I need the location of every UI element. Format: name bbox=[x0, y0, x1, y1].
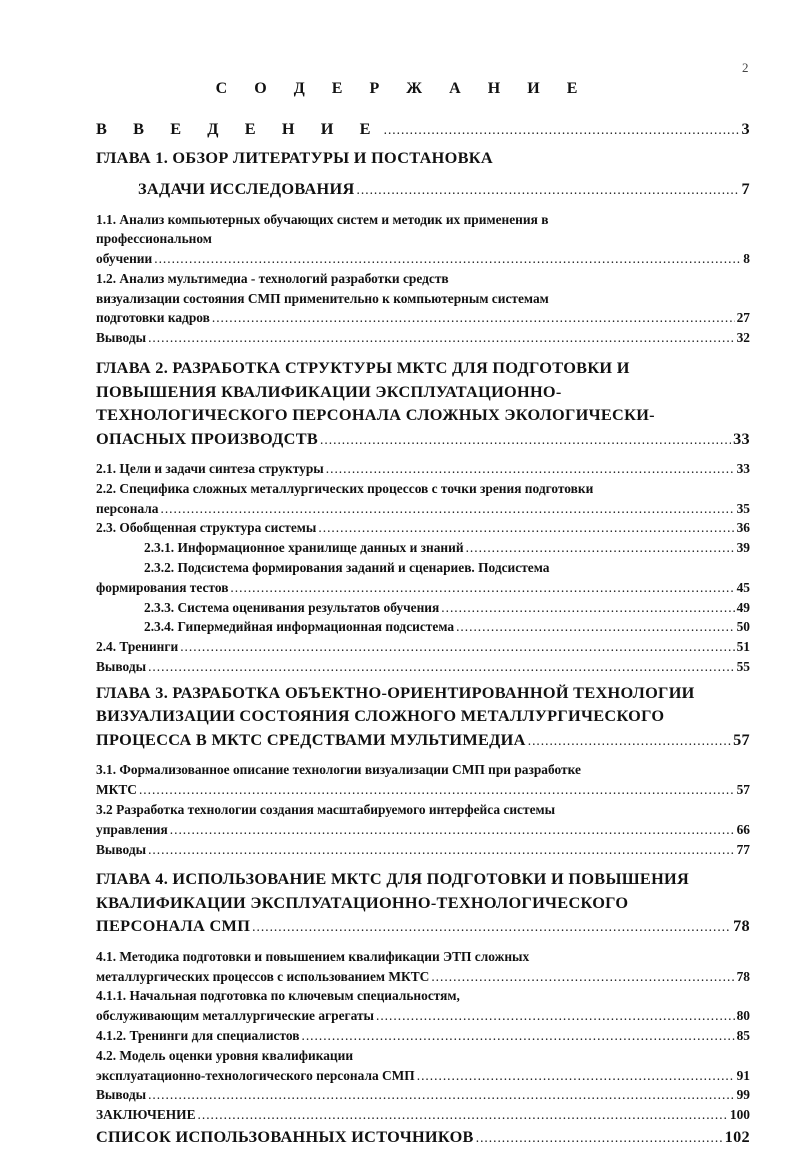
toc-entry-text: 3.2 Разработка технологии создания масштабируемого интерфейса системы bbox=[96, 801, 556, 817]
dot-leader bbox=[230, 578, 734, 598]
dot-leader bbox=[456, 617, 735, 637]
toc-page-number: 91 bbox=[736, 1067, 750, 1083]
toc-section-1-2 bbox=[96, 269, 750, 289]
dot-leader bbox=[326, 459, 735, 479]
toc-entry-text: ГЛАВА 1. ОБЗОР ЛИТЕРАТУРЫ И ПОСТАНОВКА bbox=[96, 147, 493, 167]
toc-entry-intro bbox=[96, 117, 750, 142]
toc-entry-text: профессиональном bbox=[96, 231, 212, 247]
toc-entry-text: ТЕХНОЛОГИЧЕСКОГО ПЕРСОНАЛА СЛОЖНЫХ ЭКОЛОГИЧЕСКИ- bbox=[96, 405, 655, 425]
toc-entry-text: 4.1. Методика подготовки и повышением квалификации ЭТП сложных bbox=[96, 948, 530, 964]
dot-leader bbox=[441, 598, 734, 618]
dot-leader bbox=[431, 967, 734, 987]
toc-chapter-3-heading bbox=[96, 681, 750, 705]
toc-entry-text: подготовки кадров bbox=[96, 310, 210, 326]
dot-leader bbox=[148, 840, 735, 860]
toc-chapter-1-heading-end bbox=[96, 177, 750, 202]
toc-page-number: 80 bbox=[736, 1008, 750, 1024]
dot-leader bbox=[170, 820, 735, 840]
toc-entry-text: ВИЗУАЛИЗАЦИИ СОСТОЯНИЯ СЛОЖНОГО МЕТАЛЛУРГИЧЕСКОГО bbox=[96, 706, 665, 726]
toc-entry-text: ОПАСНЫХ ПРОИЗВОДСТВ bbox=[96, 428, 319, 448]
toc-section-4-1-1 bbox=[96, 986, 750, 1006]
dot-leader bbox=[528, 729, 731, 753]
dot-leader bbox=[476, 1126, 723, 1150]
toc-entry-text: 2.3.2. Подсистема формирования заданий и сценариев. Подсистема bbox=[144, 560, 550, 576]
toc-entry-text: 4.1.2. Тренинги для специалистов bbox=[96, 1028, 300, 1044]
toc-section-4-1-end bbox=[96, 967, 750, 987]
toc-entry-text: обслуживающим металлургические агрегаты bbox=[96, 1008, 374, 1024]
dot-leader bbox=[417, 1066, 735, 1086]
toc-chapter-3-heading-cont bbox=[96, 704, 750, 728]
toc-section-1-1 bbox=[96, 210, 750, 230]
toc-chapter-3-heading-end bbox=[96, 728, 750, 753]
toc-page-number: 7 bbox=[741, 179, 750, 198]
toc-section-2-2 bbox=[96, 479, 750, 499]
toc-entry-text: Выводы bbox=[96, 841, 147, 857]
toc-page-number: 78 bbox=[736, 968, 750, 984]
toc-page-number: 27 bbox=[736, 310, 750, 326]
toc-section-4-1-1-end bbox=[96, 1006, 750, 1026]
toc-section-2-3-3 bbox=[96, 598, 750, 618]
toc-page-number: 77 bbox=[736, 841, 750, 857]
toc-page-number: 32 bbox=[736, 330, 750, 346]
toc-entry-text: 3.1. Формализованное описание технологии визуализации СМП при разработке bbox=[96, 762, 581, 778]
dot-leader bbox=[301, 1026, 734, 1046]
toc-section-3-1-end bbox=[96, 780, 750, 800]
dot-leader bbox=[318, 518, 734, 538]
toc-section-4-2 bbox=[96, 1046, 750, 1066]
dot-leader bbox=[148, 328, 735, 348]
dot-leader bbox=[154, 249, 741, 269]
toc-section-2-3 bbox=[96, 518, 750, 538]
toc-entry-text: В В Е Д Е Н И Е bbox=[96, 119, 382, 138]
dot-leader bbox=[160, 499, 734, 519]
toc-page-number: 55 bbox=[736, 659, 750, 675]
toc-section-3-2 bbox=[96, 800, 750, 820]
toc-entry-text: ГЛАВА 2. РАЗРАБОТКА СТРУКТУРЫ МКТС ДЛЯ ПОДГОТОВКИ И bbox=[96, 358, 630, 378]
toc-page-number: 35 bbox=[736, 500, 750, 516]
toc-section-2-4 bbox=[96, 637, 750, 657]
toc-page-number: 3 bbox=[741, 119, 750, 138]
dot-leader bbox=[384, 118, 740, 142]
toc-chapter-2-heading-cont bbox=[96, 403, 750, 427]
toc-page-number: 49 bbox=[736, 599, 750, 615]
toc-entry-text: обучении bbox=[96, 251, 153, 267]
toc-section-4-2-end bbox=[96, 1066, 750, 1086]
toc-section-2-3-4 bbox=[96, 617, 750, 637]
toc-page-number: 57 bbox=[733, 729, 750, 749]
dot-leader bbox=[357, 178, 740, 202]
toc-page-number: 100 bbox=[729, 1107, 750, 1123]
dot-leader bbox=[252, 915, 731, 939]
toc-section-1-1-end bbox=[96, 249, 750, 269]
toc-page-number: 45 bbox=[736, 579, 750, 595]
toc-chapter-4-heading bbox=[96, 867, 750, 891]
toc-page-number: 33 bbox=[736, 461, 750, 477]
toc-page-number: 33 bbox=[733, 428, 750, 448]
toc-page-number: 78 bbox=[733, 916, 750, 936]
dot-leader bbox=[320, 428, 731, 452]
dot-leader bbox=[139, 780, 735, 800]
toc-entry-text: 1.1. Анализ компьютерных обучающих систем и методик их применения в bbox=[96, 211, 549, 227]
toc-chapter-2-conclusions bbox=[96, 657, 750, 677]
toc-references bbox=[96, 1125, 750, 1150]
toc-chapter-2-heading-cont bbox=[96, 380, 750, 404]
toc-entry-text: 2.3.1. Информационное хранилище данных и знаний bbox=[144, 540, 464, 556]
toc-entry-text: 2.2. Специфика сложных металлургических процессов с точки зрения подготовки bbox=[96, 480, 594, 496]
toc-entry-text: 4.2. Модель оценки уровня квалификации bbox=[96, 1047, 354, 1063]
toc-entry-text: управления bbox=[96, 821, 168, 837]
toc-entry-text: металлургических процессов с использованием МКТС bbox=[96, 968, 430, 984]
toc-entry-text: КВАЛИФИКАЦИИ ЭКСПЛУАТАЦИОННО-ТЕХНОЛОГИЧЕСКОГО bbox=[96, 892, 629, 912]
toc-section-1-1-cont bbox=[96, 229, 750, 249]
toc-section-2-3-1 bbox=[96, 538, 750, 558]
toc-section-3-1 bbox=[96, 760, 750, 780]
toc-entry-text: СПИСОК ИСПОЛЬЗОВАННЫХ ИСТОЧНИКОВ bbox=[96, 1127, 474, 1146]
dot-leader bbox=[148, 1085, 735, 1105]
toc-chapter-3-conclusions bbox=[96, 840, 750, 860]
toc-chapter-1-heading bbox=[96, 146, 750, 170]
toc-entry-text: 4.1.1. Начальная подготовка по ключевым специальностям, bbox=[96, 988, 460, 1004]
toc-section-2-2-end bbox=[96, 499, 750, 519]
dot-leader bbox=[376, 1006, 735, 1026]
toc-entry-text: 1.2. Анализ мультимедиа - технологий разработки средств bbox=[96, 270, 449, 286]
toc-section-4-1 bbox=[96, 947, 750, 967]
toc-page-number: 99 bbox=[736, 1087, 750, 1103]
toc-entry-text: Выводы bbox=[96, 659, 147, 675]
toc-entry-text: МКТС bbox=[96, 782, 137, 798]
toc-entry-text: визуализации состояния СМП применительно к компьютерным системам bbox=[96, 290, 549, 306]
toc-entry-text: ГЛАВА 3. РАЗРАБОТКА ОБЪЕКТНО-ОРИЕНТИРОВАННОЙ ТЕХНОЛОГИИ bbox=[96, 682, 695, 702]
toc-chapter-2-heading-end bbox=[96, 427, 750, 452]
toc-section-1-2-end bbox=[96, 308, 750, 328]
toc-page-number: 36 bbox=[736, 520, 750, 536]
toc-section-2-3-2-end bbox=[96, 578, 750, 598]
toc-page-number: 85 bbox=[736, 1028, 750, 1044]
toc-entry-text: ЗАКЛЮЧЕНИЕ bbox=[96, 1107, 196, 1123]
dot-leader bbox=[212, 308, 735, 328]
toc-entry-text: 2.4. Тренинги bbox=[96, 639, 179, 655]
toc-page-number: 66 bbox=[736, 821, 750, 837]
toc-page-number: 50 bbox=[736, 619, 750, 635]
toc-entry-text: ГЛАВА 4. ИСПОЛЬЗОВАНИЕ МКТС ДЛЯ ПОДГОТОВКИ И ПОВЫШЕНИЯ bbox=[96, 869, 690, 889]
dot-leader bbox=[180, 637, 734, 657]
toc-chapter-4-heading-end bbox=[96, 914, 750, 939]
page-number: 2 bbox=[742, 60, 749, 75]
toc-entry-text: Выводы bbox=[96, 1087, 147, 1103]
toc-entry-text: эксплуатационно-технологического персонала СМП bbox=[96, 1067, 415, 1083]
toc-entry-text: Выводы bbox=[96, 330, 147, 346]
toc-entry-text: персонала bbox=[96, 500, 159, 516]
toc-section-2-3-2 bbox=[96, 558, 750, 578]
toc-entry-text: ПРОЦЕССА В МКТС СРЕДСТВАМИ МУЛЬТИМЕДИА bbox=[96, 729, 526, 749]
toc-chapter-1-conclusions bbox=[96, 328, 750, 348]
toc-page-number: 39 bbox=[736, 540, 750, 556]
toc-section-2-1 bbox=[96, 459, 750, 479]
table-of-contents bbox=[96, 117, 750, 1150]
toc-chapter-2-heading bbox=[96, 356, 750, 380]
toc-page-number: 51 bbox=[736, 639, 750, 655]
toc-entry-text: ЗАДАЧИ ИССЛЕДОВАНИЯ bbox=[138, 179, 355, 198]
toc-entry-text: ПОВЫШЕНИЯ КВАЛИФИКАЦИИ ЭКСПЛУАТАЦИОННО- bbox=[96, 381, 562, 401]
page-title: С О Д Е Р Ж А Н И Е bbox=[215, 80, 589, 97]
toc-entry-text: 2.3.4. Гипермедийная информационная подсистема bbox=[144, 619, 455, 635]
toc-entry-text: 2.3.3. Система оценивания результатов обучения bbox=[144, 599, 440, 615]
dot-leader bbox=[198, 1105, 728, 1125]
toc-chapter-4-conclusions bbox=[96, 1085, 750, 1105]
dot-leader bbox=[148, 657, 735, 677]
toc-entry-text: 2.1. Цели и задачи синтеза структуры bbox=[96, 461, 324, 477]
toc-entry-text: 2.3. Обобщенная структура системы bbox=[96, 520, 317, 536]
toc-page-number: 8 bbox=[743, 251, 750, 267]
toc-entry-text: формирования тестов bbox=[96, 579, 229, 595]
dot-leader bbox=[466, 538, 735, 558]
toc-section-1-2-cont bbox=[96, 289, 750, 309]
toc-chapter-4-heading-cont bbox=[96, 891, 750, 915]
toc-conclusion bbox=[96, 1105, 750, 1125]
toc-section-4-1-2 bbox=[96, 1026, 750, 1046]
toc-page-number: 57 bbox=[736, 782, 750, 798]
toc-entry-text: ПЕРСОНАЛА СМП bbox=[96, 916, 251, 936]
toc-section-3-2-end bbox=[96, 820, 750, 840]
toc-page-number: 102 bbox=[724, 1127, 750, 1146]
